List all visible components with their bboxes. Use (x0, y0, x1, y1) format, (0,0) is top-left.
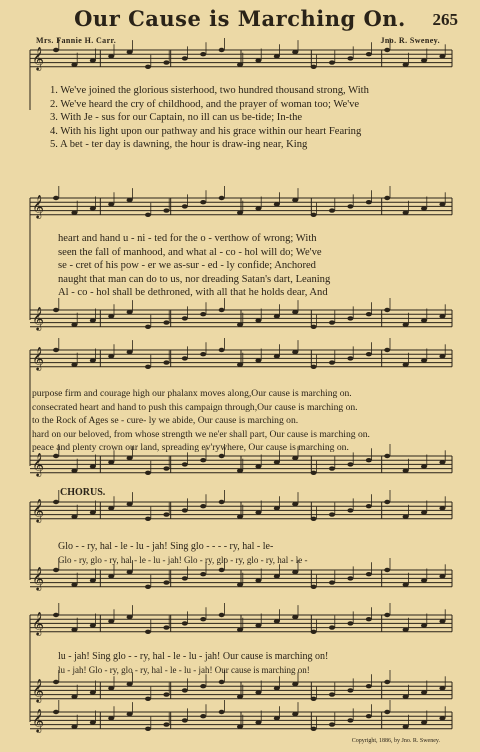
note-head (145, 471, 151, 475)
note-head (163, 466, 169, 470)
note-head (274, 54, 280, 58)
note-head (90, 690, 96, 694)
lyric-line: seen the fall of manhood, and what al - co - hol will do; We've (58, 246, 322, 258)
verse-lyrics-system-1 (50, 84, 369, 152)
note-head (108, 314, 114, 318)
composer-credit: Jno. R. Sweney. (380, 36, 440, 45)
note-head (145, 65, 151, 69)
lyric-line: peace and plenty crown our land, spreading ev'rywhere, Our cause is marching on. (32, 442, 349, 453)
note-head (127, 570, 133, 574)
note-head (237, 363, 243, 367)
note-head (274, 314, 280, 318)
note-head (366, 352, 372, 356)
note-head (237, 725, 243, 729)
note-head (347, 462, 353, 466)
note-head (274, 716, 280, 720)
page-number: 265 (432, 10, 458, 29)
note-head (439, 574, 445, 578)
note-head (292, 712, 298, 716)
note-head (384, 348, 390, 352)
note-head (384, 680, 390, 684)
note-head (90, 623, 96, 627)
clef-symbol: 𝄞 (32, 678, 44, 702)
note-head (90, 58, 96, 62)
note-head (182, 621, 188, 625)
note-head (90, 464, 96, 468)
chorus-lyrics-system-5 (58, 650, 328, 677)
note-head (403, 62, 409, 66)
note-head (292, 502, 298, 506)
clef-symbol: 𝄞 (32, 194, 44, 218)
verse-lyrics-system-2 (58, 232, 330, 300)
note-head (182, 316, 188, 320)
note-head (219, 500, 225, 504)
clef-symbol: 𝄞 (32, 611, 44, 635)
note-head (311, 471, 317, 475)
note-head (274, 354, 280, 358)
note-head (53, 710, 59, 714)
note-head (53, 500, 59, 504)
note-head (421, 318, 427, 322)
note-head (439, 619, 445, 623)
lyric-line: lu - jah! Glo - ry, glo - ry, hal - le - lu - jah! Our cause is marching on! (58, 664, 310, 675)
lyric-line: to the Rock of Ages se - cure- ly we abide, Our cause is marching on. (32, 415, 299, 426)
note-head (311, 65, 317, 69)
lyric-line: hard on our beloved, from whose strength we ne'er shall part, Our cause is marching on. (32, 428, 370, 440)
note-head (90, 358, 96, 362)
note-head (145, 365, 151, 369)
clef-symbol: 𝄞 (32, 46, 44, 70)
clef-symbol: 𝄞 (32, 452, 44, 476)
note-head (255, 58, 261, 62)
note-head (311, 585, 317, 589)
note-head (311, 517, 317, 521)
note-head (329, 512, 335, 516)
chorus-lyrics-system-4 (58, 540, 308, 567)
note-head (292, 682, 298, 686)
note-head (53, 613, 59, 617)
note-head (200, 617, 206, 621)
note-head (90, 318, 96, 322)
lyric-line: lu - jah! Sing glo - - ry, hal - le - lu - jah! Our cause is marching on! (58, 651, 329, 662)
note-head (71, 363, 77, 367)
note-head (71, 323, 77, 327)
note-head (421, 720, 427, 724)
note-head (219, 48, 225, 52)
note-head (182, 204, 188, 208)
lyric-line: Glo - ry, glo - ry, hal - le - lu - jah! Glo - ry, glo - ry, glo - ry, hal - le - (58, 554, 308, 565)
note-head (366, 504, 372, 508)
note-head (439, 686, 445, 690)
note-head (53, 348, 59, 352)
note-head (237, 515, 243, 519)
note-head (274, 574, 280, 578)
note-head (182, 462, 188, 466)
note-head (71, 469, 77, 473)
note-head (163, 692, 169, 696)
note-head (53, 308, 59, 312)
note-head (127, 198, 133, 202)
note-head (292, 198, 298, 202)
note-head (219, 568, 225, 572)
note-head (439, 354, 445, 358)
note-head (439, 506, 445, 510)
note-head (384, 454, 390, 458)
note-head (127, 502, 133, 506)
note-head (237, 583, 243, 587)
note-head (439, 314, 445, 318)
note-head (90, 720, 96, 724)
note-head (366, 200, 372, 204)
note-head (127, 456, 133, 460)
note-head (53, 568, 59, 572)
note-head (108, 202, 114, 206)
note-head (311, 213, 317, 217)
note-head (53, 196, 59, 200)
note-head (439, 54, 445, 58)
note-head (421, 623, 427, 627)
note-head (366, 52, 372, 56)
note-head (145, 585, 151, 589)
note-head (237, 695, 243, 699)
note-head (163, 320, 169, 324)
clef-symbol: 𝄞 (32, 708, 44, 732)
note-head (384, 613, 390, 617)
note-head (366, 572, 372, 576)
note-head (145, 727, 151, 731)
note-head (421, 690, 427, 694)
note-head (421, 510, 427, 514)
note-head (255, 206, 261, 210)
lyric-line: se - cret of his pow - er we as-sur - ed - ly confide; Anchored (58, 260, 316, 271)
verse-lyrics-system-3 (32, 387, 370, 455)
note-head (292, 570, 298, 574)
hymn-title: Our Cause is Marching On. (74, 6, 406, 31)
note-head (292, 456, 298, 460)
note-head (311, 697, 317, 701)
note-head (311, 365, 317, 369)
note-head (200, 200, 206, 204)
note-head (163, 722, 169, 726)
note-head (237, 323, 243, 327)
clef-symbol: 𝄞 (32, 346, 44, 370)
chorus-label: CHORUS. (60, 487, 106, 498)
note-head (384, 500, 390, 504)
note-head (108, 574, 114, 578)
note-head (439, 716, 445, 720)
note-head (200, 572, 206, 576)
note-head (145, 325, 151, 329)
note-head (200, 458, 206, 462)
note-head (255, 578, 261, 582)
note-head (108, 54, 114, 58)
note-head (145, 517, 151, 521)
note-head (219, 348, 225, 352)
note-head (163, 580, 169, 584)
note-head (347, 316, 353, 320)
note-head (163, 208, 169, 212)
lyric-line: 4. With his light upon our pathway and his grace within our heart Fearing (50, 125, 362, 137)
note-head (108, 506, 114, 510)
note-head (163, 60, 169, 64)
note-head (127, 712, 133, 716)
note-head (421, 358, 427, 362)
note-head (384, 48, 390, 52)
lyric-line: 5. A bet - ter day is dawning, the hour is draw-ing near, King (50, 139, 308, 150)
lyric-line: Glo - - ry, hal - le - lu - jah! Sing glo - - - - ry, hal - le- (58, 541, 274, 552)
note-head (108, 619, 114, 623)
note-head (403, 725, 409, 729)
note-head (108, 716, 114, 720)
note-head (71, 515, 77, 519)
lyric-line: heart and hand u - ni - ted for the o - verthow of wrong; With (58, 233, 317, 244)
note-head (90, 578, 96, 582)
note-head (329, 692, 335, 696)
note-head (347, 356, 353, 360)
note-head (329, 722, 335, 726)
note-head (329, 580, 335, 584)
note-head (274, 686, 280, 690)
note-head (274, 506, 280, 510)
note-head (255, 623, 261, 627)
note-head (237, 469, 243, 473)
note-head (274, 202, 280, 206)
note-head (108, 354, 114, 358)
note-head (329, 60, 335, 64)
note-head (366, 312, 372, 316)
note-head (71, 628, 77, 632)
note-head (292, 310, 298, 314)
note-head (219, 710, 225, 714)
note-head (255, 464, 261, 468)
note-head (200, 714, 206, 718)
note-head (403, 583, 409, 587)
note-head (311, 727, 317, 731)
note-head (403, 211, 409, 215)
note-head (145, 213, 151, 217)
note-head (274, 460, 280, 464)
note-head (182, 356, 188, 360)
note-head (127, 615, 133, 619)
note-head (311, 630, 317, 634)
note-head (200, 684, 206, 688)
note-head (255, 510, 261, 514)
note-head (53, 680, 59, 684)
note-head (237, 628, 243, 632)
note-head (311, 325, 317, 329)
note-head (53, 48, 59, 52)
note-head (292, 615, 298, 619)
note-head (182, 688, 188, 692)
note-head (329, 360, 335, 364)
note-head (127, 310, 133, 314)
note-head (347, 508, 353, 512)
note-head (108, 686, 114, 690)
note-head (274, 619, 280, 623)
note-head (347, 688, 353, 692)
note-head (439, 202, 445, 206)
note-head (182, 508, 188, 512)
note-head (255, 690, 261, 694)
note-head (403, 515, 409, 519)
note-head (219, 613, 225, 617)
note-head (127, 682, 133, 686)
note-head (384, 196, 390, 200)
lyric-line: Al - co - hol shall be dethroned, with all that he holds dear, And (58, 287, 328, 298)
note-head (403, 628, 409, 632)
note-head (384, 308, 390, 312)
note-head (90, 510, 96, 514)
note-head (163, 360, 169, 364)
note-head (182, 576, 188, 580)
note-head (421, 206, 427, 210)
copyright-notice: Copyright, 1886, by Jno. R. Sweney. (351, 738, 440, 744)
note-head (71, 211, 77, 215)
note-head (145, 697, 151, 701)
lyric-line: 1. We've joined the glorious sisterhood, two hundred thousand strong, With (50, 85, 369, 96)
note-head (421, 58, 427, 62)
note-head (366, 458, 372, 462)
note-head (163, 512, 169, 516)
note-head (384, 568, 390, 572)
note-head (255, 720, 261, 724)
note-head (182, 56, 188, 60)
note-head (71, 62, 77, 66)
note-head (347, 56, 353, 60)
note-head (329, 625, 335, 629)
note-head (182, 718, 188, 722)
note-head (384, 710, 390, 714)
note-head (347, 718, 353, 722)
note-head (329, 320, 335, 324)
note-head (255, 358, 261, 362)
note-head (108, 460, 114, 464)
note-head (163, 625, 169, 629)
note-head (366, 684, 372, 688)
clef-symbol: 𝄞 (32, 566, 44, 590)
note-head (421, 578, 427, 582)
note-head (255, 318, 261, 322)
note-head (71, 583, 77, 587)
note-head (439, 460, 445, 464)
note-head (403, 323, 409, 327)
note-head (200, 504, 206, 508)
note-head (145, 630, 151, 634)
clef-symbol: 𝄞 (32, 306, 44, 330)
note-head (219, 680, 225, 684)
note-head (219, 308, 225, 312)
note-head (200, 352, 206, 356)
note-head (71, 725, 77, 729)
note-head (237, 62, 243, 66)
lyric-line: consecrated heart and hand to push this campaign through,Our cause is marching on. (32, 401, 358, 413)
note-head (329, 208, 335, 212)
note-head (71, 695, 77, 699)
lyricist-credit: Mrs. Fannie H. Carr. (36, 36, 117, 45)
clef-symbol: 𝄞 (32, 498, 44, 522)
note-head (347, 576, 353, 580)
note-head (366, 714, 372, 718)
note-head (237, 211, 243, 215)
note-head (421, 464, 427, 468)
note-head (219, 196, 225, 200)
lyric-line: 2. We've heard the cry of childhood, and the prayer of woman too; We've (50, 98, 360, 110)
note-head (329, 466, 335, 470)
note-head (347, 621, 353, 625)
lyric-line: naught that man can do to us, nor dreading Satan's dart, Leaning (58, 273, 331, 285)
note-head (200, 312, 206, 316)
note-head (403, 469, 409, 473)
note-head (127, 350, 133, 354)
note-head (366, 617, 372, 621)
note-head (200, 52, 206, 56)
note-head (127, 50, 133, 54)
lyric-line: 3. With Je - sus for our Captain, no ill can us be-tide; In-the (50, 112, 303, 123)
note-head (403, 363, 409, 367)
note-head (403, 695, 409, 699)
note-head (292, 50, 298, 54)
note-head (90, 206, 96, 210)
note-head (292, 350, 298, 354)
lyric-line: purpose firm and courage high our phalanx moves along,Our cause is marching on. (32, 388, 352, 399)
note-head (347, 204, 353, 208)
